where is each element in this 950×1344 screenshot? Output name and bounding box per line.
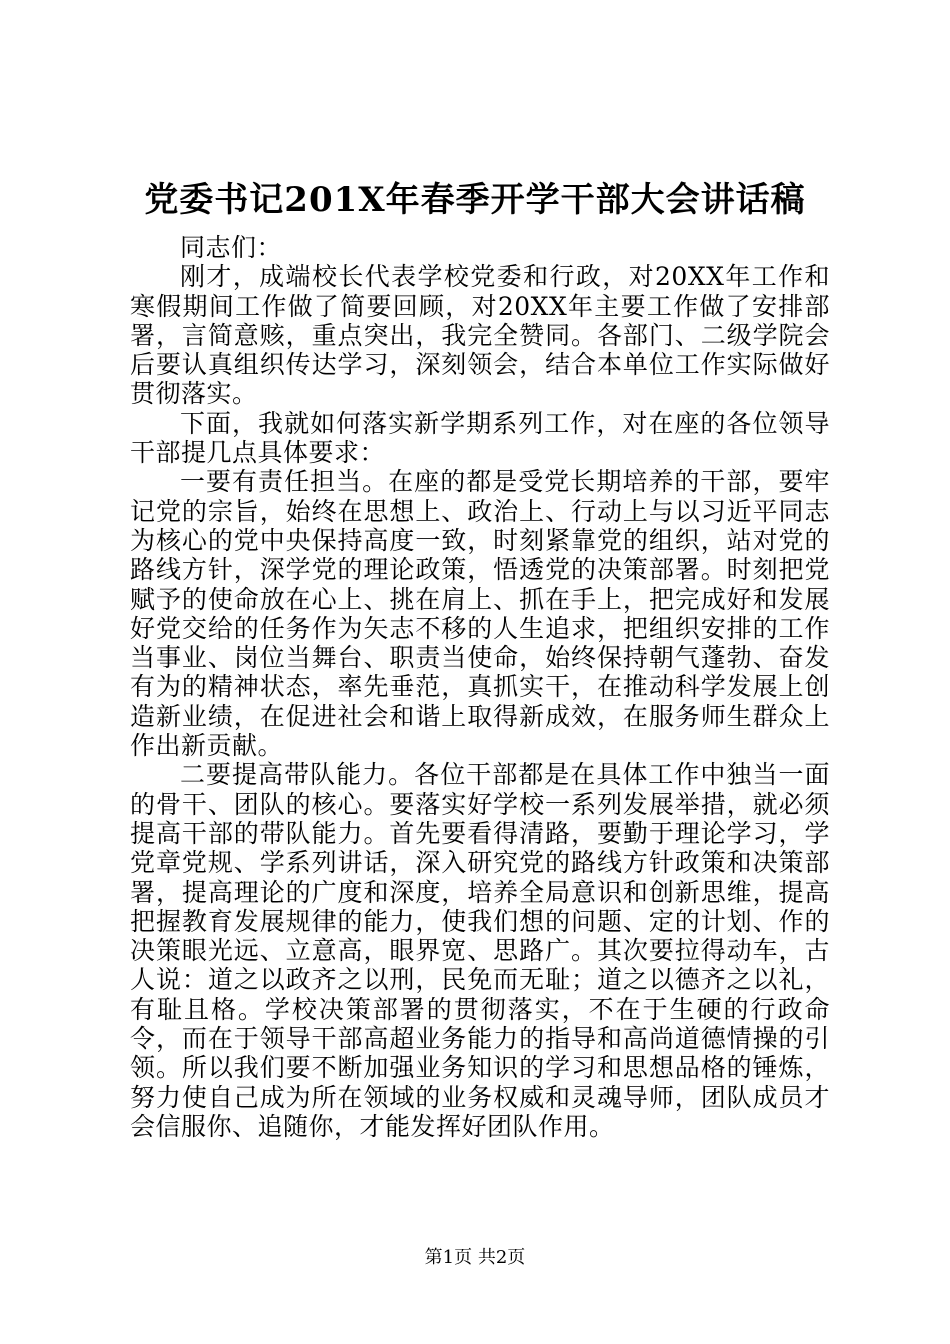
salutation: 同志们：	[180, 233, 283, 262]
paragraph: 二要提高带队能力。各位干部都是在具体工作中独当一面的骨干、团队的核心。要落实好学校一系列发展举措，就必须提高干部的带队能力。首先要看得清路，要勤于理论学习，学党章党规、学系列讲话，深入研究党的路线方针政策和决策部署，提高理论的广度和深度，培养全局意识和创新思维，提高把握教育发展规律的能力，使我们想的问题、定的计划、作的决策眼光远、立意高，眼界宽、思路广。其次要拉得动车，古人说：道之以政齐之以刑，民免而无耻；道之以德齐之以礼，有耻且格。学校决策部署的贯彻落实，不在于生硬的行政命令，而在于领导干部高超业务能力的指导和高尚道德情操的引领。所以我们要不断加强业务知识的学习和思想品格的锤炼，努力使自己成为所在领域的业务权威和灵魂导师，团队成员才会信服你、追随你，才能发挥好团队作用。	[130, 760, 830, 1141]
paragraph: 刚才，成端校长代表学校党委和行政，对20XX年工作和寒假期间工作做了简要回顾，对20XX年主要工作做了安排部署，言简意赅，重点突出，我完全赞同。各部门、二级学院会后要认真组织传达学习，深刻领会，结合本单位工作实际做好贯彻落实。	[130, 262, 830, 409]
page-number-footer: 第1页 共2页	[424, 1247, 526, 1268]
document-title: 党委书记201X年春季开学干部大会讲话稿	[144, 180, 806, 220]
paragraph: 一要有责任担当。在座的都是受党长期培养的干部，要牢记党的宗旨，始终在思想上、政治上、行动上与以习近平同志为核心的党中央保持高度一致，时刻紧靠党的组织，站对党的路线方针，深学党的理论政策，悟透党的决策部署。时刻把党赋予的使命放在心上、挑在肩上、抓在手上，把完成好和发展好党交给的任务作为矢志不移的人生追求，把组织安排的工作当事业、岗位当舞台、职责当使命，始终保持朝气蓬勃、奋发有为的精神状态，率先垂范，真抓实干，在推动科学发展上创造新业绩，在促进社会和谐上取得新成效，在服务师生群众上作出新贡献。	[130, 467, 830, 761]
paragraph: 下面，我就如何落实新学期系列工作，对在座的各位领导干部提几点具体要求：	[130, 408, 830, 468]
document-body	[130, 233, 830, 1141]
